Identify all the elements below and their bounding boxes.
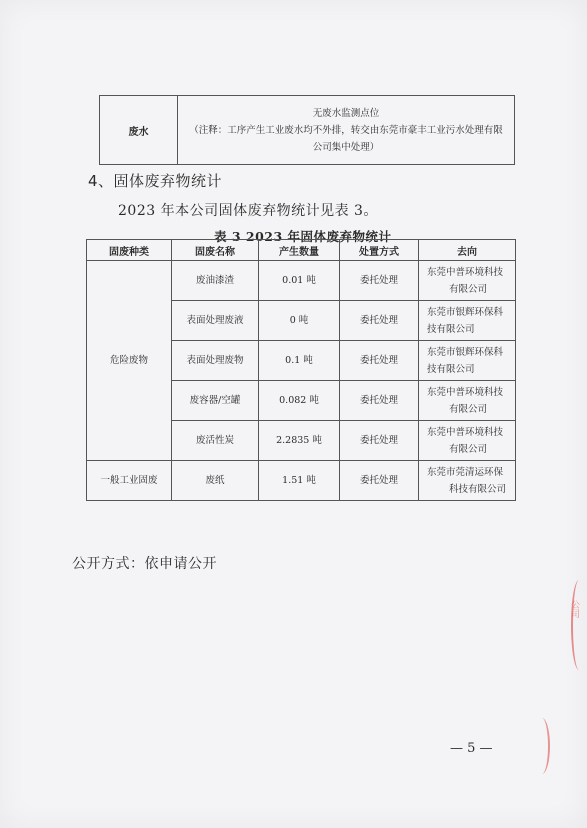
header-method: 处置方式: [340, 240, 419, 261]
destination: [419, 261, 516, 301]
destination-line-1: 东莞市银辉环保科: [427, 346, 504, 358]
destination-line-2: 有限公司: [449, 403, 488, 415]
waste-quantity: 2.2835 吨: [259, 421, 340, 461]
waste-name: 废容器/空罐: [172, 381, 259, 421]
section-heading: 4、固体废弃物统计: [88, 172, 223, 190]
destination: [419, 301, 516, 341]
seal-stamp-text: 公司: [569, 600, 579, 618]
waste-name: 废活性炭: [172, 421, 259, 461]
disposal-method: 委托处理: [340, 301, 419, 341]
disposal-method: 委托处理: [340, 421, 419, 461]
seal-stamp-edge: [571, 580, 587, 670]
waste-quantity: 0 吨: [259, 301, 340, 341]
waste-quantity: 0.082 吨: [259, 381, 340, 421]
destination-line-2: 有限公司: [449, 283, 488, 295]
disposal-method: 委托处理: [340, 341, 419, 381]
destination-line-2: 科技有限公司: [449, 483, 507, 495]
destination: [419, 461, 516, 501]
category-hazardous: 危险废物: [87, 261, 172, 461]
intro-paragraph: 2023 年本公司固体废弃物统计见表 3。: [118, 203, 378, 219]
wastewater-label: 废水: [100, 96, 178, 165]
destination-line-2: 有限公司: [449, 443, 488, 455]
wastewater-note: [178, 96, 515, 165]
destination-line-1: 东莞中普环境科技: [427, 426, 504, 438]
destination-line-1: 东莞中普环境科技: [427, 386, 504, 398]
table-row: [87, 261, 516, 301]
wastewater-line-1: 无废水监测点位: [312, 107, 380, 119]
header-category: 固废种类: [87, 240, 172, 261]
wastewater-line-2: （注释：工序产生工业废水均不外排，转交由东莞市豪丰工业污水处理有限: [189, 124, 503, 136]
table-row: [87, 461, 516, 501]
waste-quantity: 1.51 吨: [259, 461, 340, 501]
destination-line-1: 东莞市莞清运环保: [427, 466, 504, 478]
publication-method: 公开方式：依申请公开: [72, 556, 217, 572]
destination: [419, 341, 516, 381]
disposal-method: 委托处理: [340, 461, 419, 501]
disposal-method: 委托处理: [340, 261, 419, 301]
disposal-method: 委托处理: [340, 381, 419, 421]
waste-name: 废纸: [172, 461, 259, 501]
destination-line-1: 东莞中普环境科技: [427, 266, 504, 278]
wastewater-table: [99, 95, 515, 165]
table-header-row: [87, 240, 516, 261]
destination-line-1: 东莞市银辉环保科: [427, 306, 504, 318]
waste-quantity: 0.1 吨: [259, 341, 340, 381]
waste-name: 废油漆渣: [172, 261, 259, 301]
waste-name: 表面处理废物: [172, 341, 259, 381]
header-name: 固废名称: [172, 240, 259, 261]
solid-waste-table: [86, 239, 516, 501]
waste-quantity: 0.01 吨: [259, 261, 340, 301]
destination-line-2: 技有限公司: [427, 323, 475, 335]
table-caption: 表 3 2023 年固体废弃物统计: [214, 229, 392, 244]
category-general: 一般工业固废: [87, 461, 172, 501]
destination: [419, 381, 516, 421]
waste-name: 表面处理废液: [172, 301, 259, 341]
header-destination: 去向: [419, 240, 516, 261]
destination: [419, 421, 516, 461]
destination-line-2: 技有限公司: [427, 363, 475, 375]
seal-stamp-fragment: [534, 718, 550, 774]
page-number: — 5 —: [450, 741, 493, 756]
wastewater-line-3: 公司集中处理）: [312, 141, 380, 153]
header-quantity: 产生数量: [259, 240, 340, 261]
